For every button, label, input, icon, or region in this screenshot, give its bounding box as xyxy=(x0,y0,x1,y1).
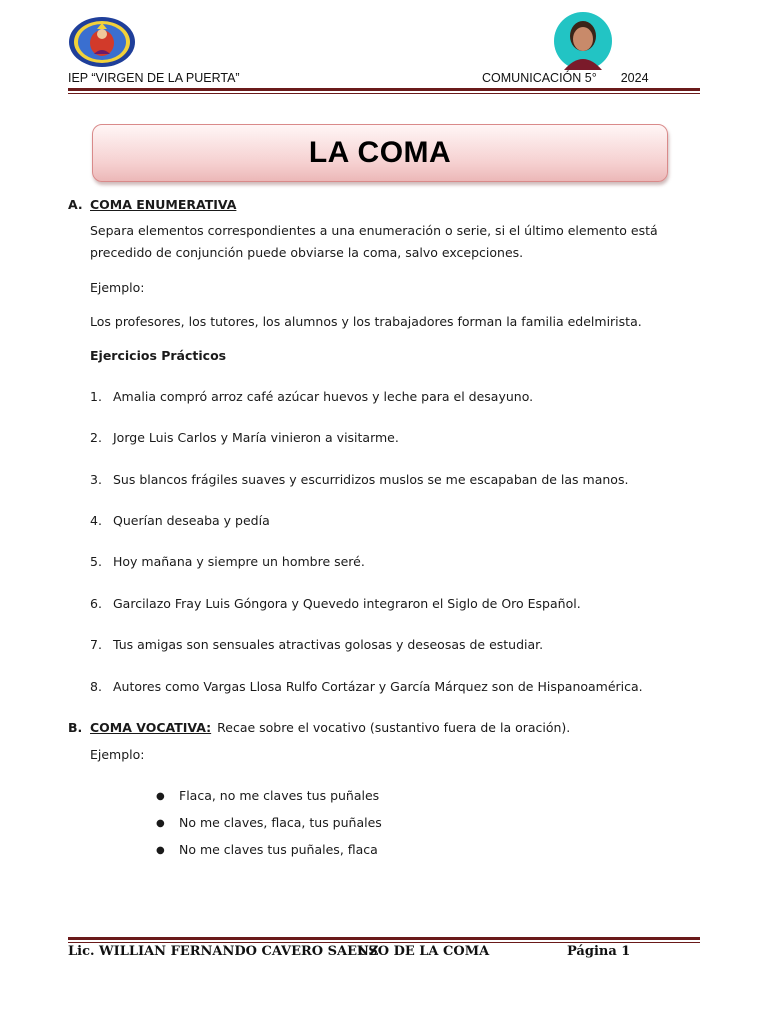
bullet-item xyxy=(156,815,382,830)
section-a-title: COMA ENUMERATIVA xyxy=(90,197,237,212)
exercise-item xyxy=(90,637,543,652)
footer-topic: USO DE LA COMA xyxy=(357,944,490,959)
exercise-number: 5. xyxy=(90,554,102,569)
exercise-item xyxy=(90,596,581,611)
exercise-number: 2. xyxy=(90,430,102,445)
teacher-photo xyxy=(554,12,612,70)
section-a-paragraph: Separa elementos correspondientes a una enumeración o serie, si el último elemento está precedido de conjunción puede obviarse la coma, salvo excepciones. xyxy=(90,223,658,260)
footer-page-number: Página 1 xyxy=(567,944,631,959)
exercise-item xyxy=(90,513,270,528)
section-b-heading xyxy=(68,720,570,735)
page-title: LA COMA xyxy=(308,136,452,169)
section-a-heading xyxy=(68,197,236,212)
school-crest-logo xyxy=(68,16,136,68)
exercise-text: Jorge Luis Carlos y María vinieron a visitarme. xyxy=(113,430,399,445)
section-a-example: Los profesores, los tutores, los alumnos y los trabajadores forman la familia edelmirista. xyxy=(90,314,642,329)
bullet-item xyxy=(156,788,379,803)
section-a-example-label: Ejemplo: xyxy=(90,280,145,295)
exercise-number: 7. xyxy=(90,637,102,652)
exercise-number: 8. xyxy=(90,679,102,694)
bullet-item xyxy=(156,842,378,857)
bullet-text: Flaca, no me claves tus puñales xyxy=(179,788,380,803)
bullet-dot-icon: ● xyxy=(156,791,165,802)
exercise-text: Hoy mañana y siempre un hombre seré. xyxy=(113,554,365,569)
year-label: 2024 xyxy=(620,71,649,85)
section-b-example-label: Ejemplo: xyxy=(90,747,145,762)
exercises-label: Ejercicios Prácticos xyxy=(90,348,227,363)
exercise-number: 1. xyxy=(90,389,102,404)
footer-author: Lic. WILLIAN FERNANDO CAVERO SAENZ xyxy=(68,944,379,959)
exercise-number: 3. xyxy=(90,472,102,487)
bullet-text: No me claves tus puñales, flaca xyxy=(179,842,378,857)
footer-rule-thick xyxy=(68,937,700,940)
exercise-text: Amalia compró arroz café azúcar huevos y leche para el desayuno. xyxy=(113,389,534,404)
section-b-letter: B. xyxy=(68,720,83,735)
bullet-dot-icon: ● xyxy=(156,845,165,856)
exercise-text: Querían deseaba y pedía xyxy=(113,513,270,528)
exercise-text: Autores como Vargas Llosa Rulfo Cortázar y García Márquez son de Hispanoamérica. xyxy=(113,679,643,694)
title-banner xyxy=(92,124,668,182)
exercise-item xyxy=(90,554,365,569)
section-a-letter: A. xyxy=(68,197,83,212)
school-name: IEP “VIRGEN DE LA PUERTA” xyxy=(68,71,240,85)
section-b-description: Recae sobre el vocativo (sustantivo fuera de la oración). xyxy=(217,720,571,735)
header-rule-thin xyxy=(68,93,700,94)
exercise-item xyxy=(90,430,399,445)
exercise-text: Tus amigas son sensuales atractivas golosas y deseosas de estudiar. xyxy=(113,637,544,652)
exercise-item xyxy=(90,472,628,487)
exercise-number: 4. xyxy=(90,513,102,528)
bullet-dot-icon: ● xyxy=(156,818,165,829)
section-b-title: COMA VOCATIVA: xyxy=(90,720,212,735)
bullet-text: No me claves, flaca, tus puñales xyxy=(179,815,382,830)
header-rule-thick xyxy=(68,88,700,91)
subject-label: COMUNICACIÓN 5° xyxy=(482,71,597,85)
exercise-text: Sus blancos frágiles suaves y escurridizos muslos se me escapaban de las manos. xyxy=(113,472,629,487)
exercise-number: 6. xyxy=(90,596,102,611)
exercise-item xyxy=(90,389,533,404)
exercise-item xyxy=(90,679,643,694)
exercise-text: Garcilazo Fray Luis Góngora y Quevedo integraron el Siglo de Oro Español. xyxy=(113,596,581,611)
footer-rule-thin xyxy=(68,942,700,943)
subject-and-year xyxy=(482,71,649,85)
